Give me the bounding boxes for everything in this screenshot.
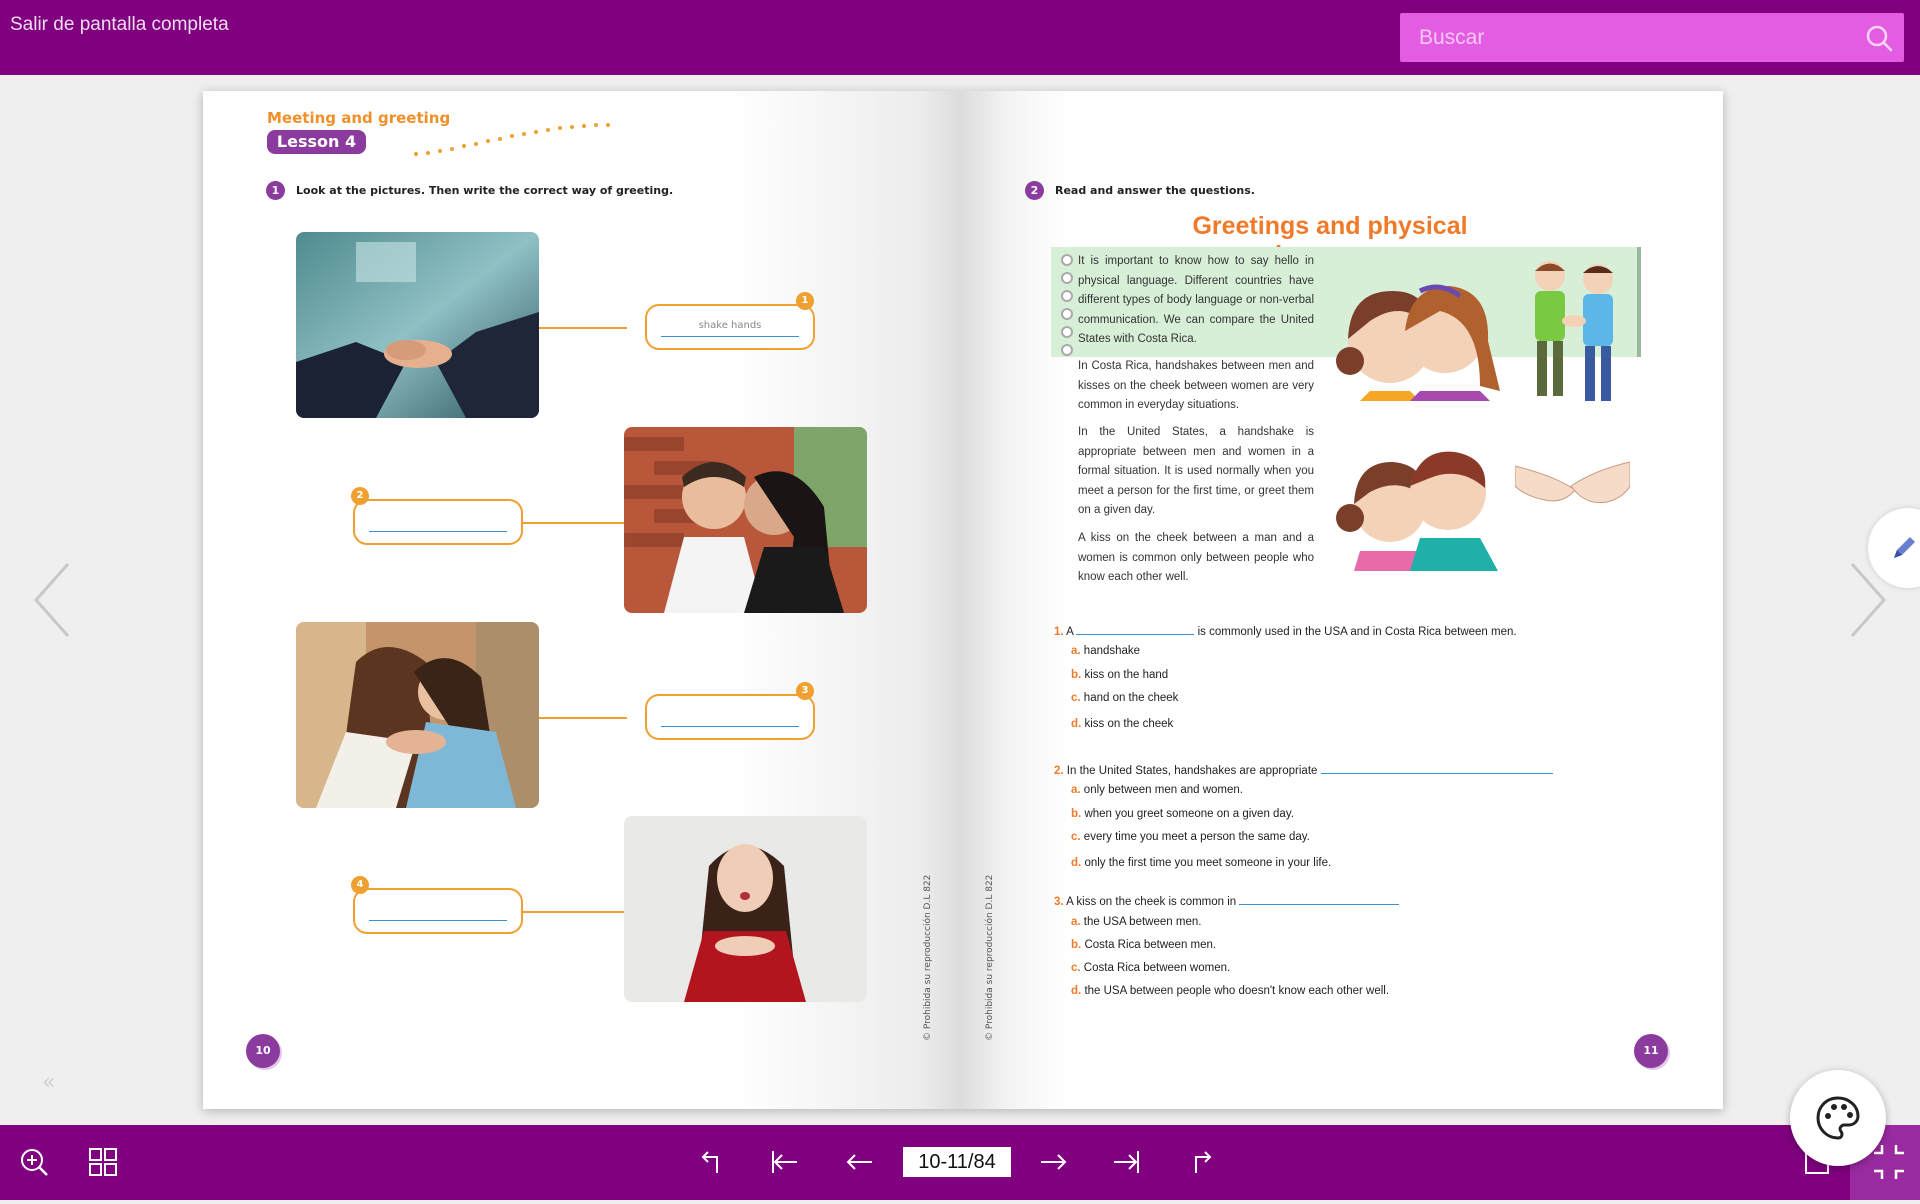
question-text-after: is commonly used in the USA and in Costa Rica between men. [1197,626,1517,638]
search-box [1400,13,1904,62]
option-text: kiss on the cheek [1084,718,1174,730]
question-text-before: A [1066,626,1074,638]
reading-paragraph-4: A kiss on the cheek between a man and a women is common only between people who know each other well. [1078,532,1314,583]
top-bar [0,0,1920,75]
spiral-ring [1061,254,1073,266]
question-blank[interactable] [1076,624,1194,635]
spiral-ring [1061,290,1073,302]
spiral-ring [1061,308,1073,320]
answer-text-1: shake hands [698,320,762,331]
theme-palette-button[interactable] [1790,1070,1886,1166]
option-text: kiss on the hand [1084,669,1169,681]
option[interactable] [1071,808,1294,820]
spiral-ring [1061,326,1073,338]
search-icon[interactable] [1864,23,1894,53]
spiral-ring [1061,272,1073,284]
option-text: handshake [1083,645,1141,657]
question-2 [1054,763,1553,777]
girls-kiss-illustration [1330,261,1510,401]
blowing-kiss-photo [624,816,867,1002]
undo-icon[interactable] [695,1145,729,1179]
option[interactable] [1071,985,1389,997]
answer-box-1[interactable] [645,304,815,350]
option[interactable] [1071,692,1178,704]
book-spread [203,91,1723,1109]
boy-girl-kiss-illustration [1330,426,1510,571]
previous-page-arrow[interactable] [30,560,74,640]
option-text: the USA between men. [1083,916,1202,928]
copyright-note: © Prohibida su reproducción D.L 822 [985,874,995,1041]
search-input[interactable] [1400,13,1859,62]
decorative-dots [403,119,673,159]
option-letter: d. [1071,857,1082,869]
option[interactable] [1071,962,1230,974]
reading-paragraph-2: In Costa Rica, handshakes between men and kisses on the cheek between women are very common in everyday situations. [1078,360,1314,411]
reading-paragraph-3: In the United States, a handshake is appropriate between men and women in a formal situation. It is used normally when you meet a person for the first time, or greet them on a given day. [1078,426,1314,516]
lesson-badge: Lesson 4 [267,130,366,154]
page-counter[interactable]: 10-11/84 [903,1147,1011,1177]
option-letter: c. [1071,692,1081,704]
answer-number-2: 2 [351,487,369,505]
option-letter: b. [1071,669,1082,681]
hug-photo [296,622,539,808]
answer-box-2[interactable] [353,499,523,545]
redo-icon[interactable] [1184,1145,1218,1179]
answer-box-4[interactable] [353,888,523,934]
option-letter: c. [1071,831,1081,843]
answer-number-1: 1 [796,292,814,310]
question-3 [1054,894,1399,908]
option[interactable] [1071,939,1216,951]
palette-icon [1814,1094,1862,1142]
left-page [203,91,960,1109]
option-text: Costa Rica between women. [1083,962,1231,974]
question-text-before: In the United States, handshakes are appropriate [1066,765,1318,777]
answer-box-3[interactable] [645,694,815,740]
connector-line [521,911,624,913]
zoom-in-icon[interactable] [17,1145,51,1179]
option-text: only between men and women. [1083,784,1243,796]
spiral-ring [1061,344,1073,356]
pencil-icon [1888,532,1920,564]
connector-line [539,327,627,329]
last-page-icon[interactable] [1110,1145,1144,1179]
option-letter: a. [1071,645,1081,657]
prev-page-icon[interactable] [842,1145,876,1179]
hands-shake-illustration [1515,456,1630,526]
answer-number-3: 3 [796,682,814,700]
question-1 [1054,624,1517,638]
cheek-kiss-photo [624,427,867,613]
option-letter: b. [1071,939,1082,951]
option-text: only the first time you meet someone in your life. [1084,857,1332,869]
activity-instruction: Look at the pictures. Then write the correct way of greeting. [296,184,674,197]
handshake-photo [296,232,539,418]
option[interactable] [1071,784,1243,796]
option-letter: a. [1071,916,1081,928]
question-number: 1. [1054,626,1064,638]
next-page-icon[interactable] [1037,1145,1071,1179]
option-text: the USA between people who doesn't know each other well. [1084,985,1390,997]
question-blank[interactable] [1321,763,1553,774]
question-number: 3. [1054,896,1064,908]
option-text: hand on the cheek [1083,692,1179,704]
option-letter: d. [1071,718,1082,730]
rewind-icon[interactable]: « [42,1070,56,1095]
first-page-icon[interactable] [767,1145,801,1179]
option[interactable] [1071,669,1168,681]
right-page [960,91,1723,1109]
thumbnails-grid-icon[interactable] [86,1145,120,1179]
option-letter: b. [1071,808,1082,820]
option[interactable] [1071,718,1173,730]
reading-title: Greetings and physical [1192,212,1468,240]
activity-number: 2 [1025,181,1044,200]
option-letter: d. [1071,985,1082,997]
option[interactable] [1071,645,1140,657]
option[interactable] [1071,916,1201,928]
activity-instruction: Read and answer the questions. [1055,184,1255,197]
page-number: 11 [1634,1034,1668,1068]
connector-line [521,522,624,524]
question-blank[interactable] [1239,894,1399,905]
exit-fullscreen-link[interactable]: Salir de pantalla completa [10,14,229,35]
boys-handshake-illustration [1520,251,1630,411]
option[interactable] [1071,831,1310,843]
option[interactable] [1071,857,1331,869]
option-letter: a. [1071,784,1081,796]
activity-number: 1 [266,181,285,200]
question-text-before: A kiss on the cheek is common in [1066,896,1237,908]
reading-paragraph-1: It is important to know how to say hello in physical language. Different countries have different types of body language or non-verbal communication. We can compare the United States with Costa Rica. [1078,255,1314,345]
copyright-note: © Prohibida su reproducción D.L 822 [923,874,933,1041]
answer-number-4: 4 [351,876,369,894]
option-text: every time you meet a person the same day. [1083,831,1310,843]
question-number: 2. [1054,765,1064,777]
connector-line [539,717,627,719]
page-number: 10 [246,1034,280,1068]
option-letter: c. [1071,962,1081,974]
option-text: when you greet someone on a given day. [1084,808,1294,820]
option-text: Costa Rica between men. [1084,939,1217,951]
section-title: Meeting and greeting [267,109,451,127]
